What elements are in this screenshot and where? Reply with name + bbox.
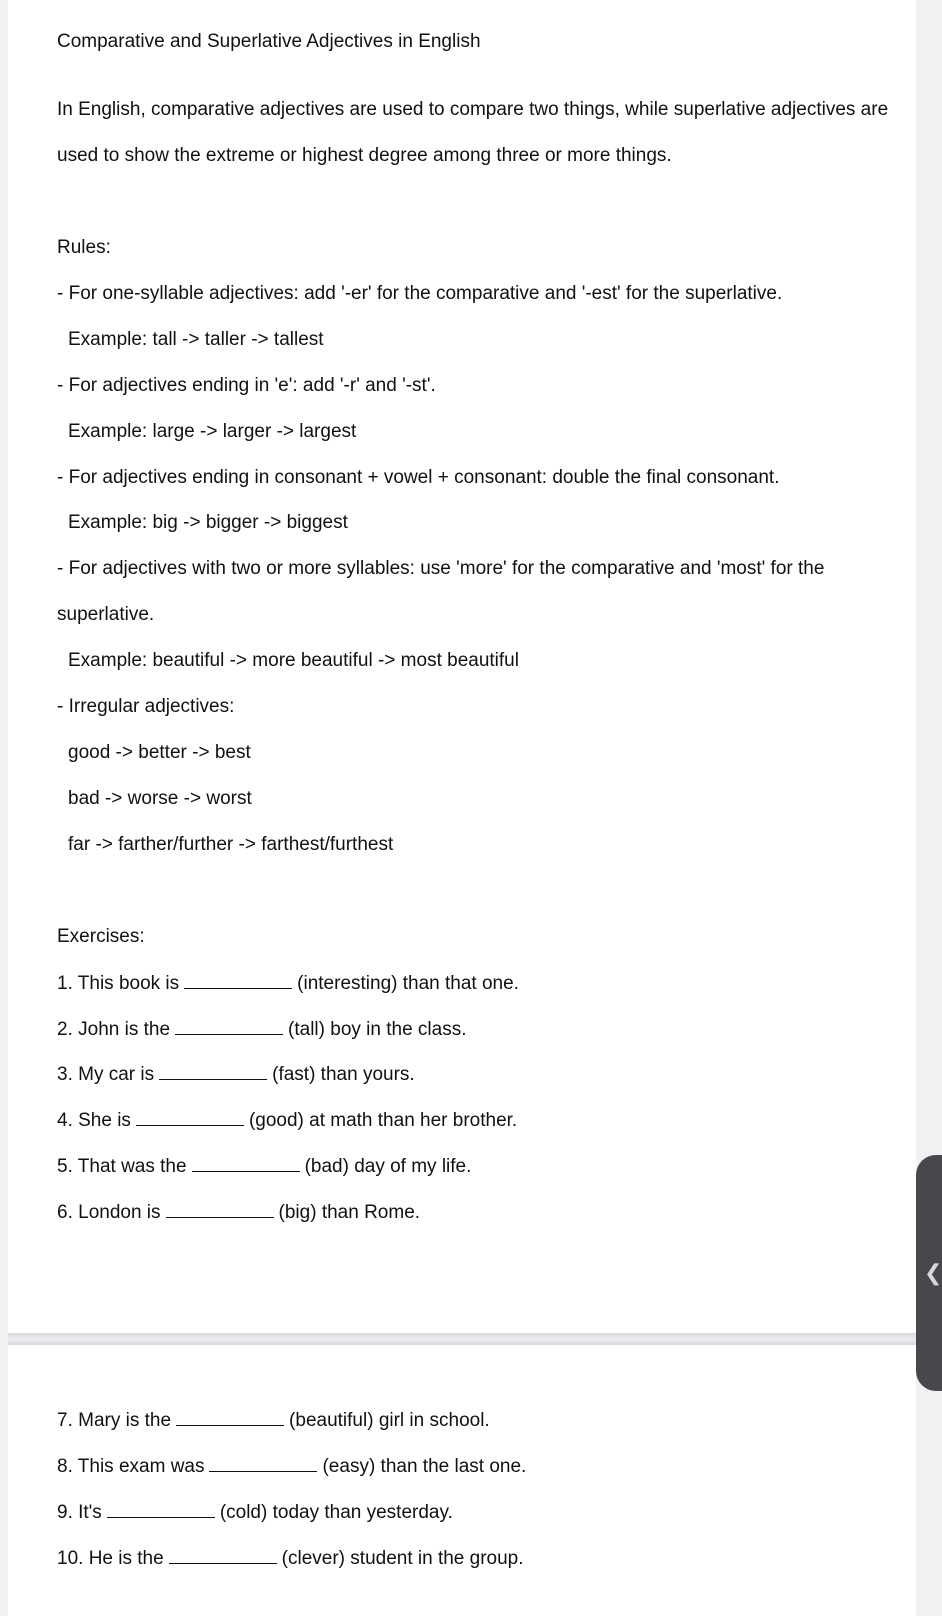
exercise-blank xyxy=(159,1063,267,1080)
exercise-text: (bad) day of my life. xyxy=(304,1156,472,1177)
exercise-item xyxy=(57,1201,420,1224)
exercise-item xyxy=(57,1455,526,1478)
rule-example: Example: tall -> taller -> tallest xyxy=(68,329,324,350)
exercise-blank xyxy=(166,1201,274,1218)
document-page-2 xyxy=(8,1345,916,1616)
document-title: Comparative and Superlative Adjectives in English xyxy=(57,31,481,52)
rules-heading: Rules: xyxy=(57,237,111,258)
exercise-blank xyxy=(184,972,292,989)
chevron-left-icon: ❮ xyxy=(924,1261,942,1286)
exercise-text: (tall) boy in the class. xyxy=(288,1019,467,1040)
exercise-blank xyxy=(107,1501,215,1518)
exercise-item xyxy=(57,1018,467,1041)
exercise-text: 3. My car is xyxy=(57,1064,155,1085)
exercise-text: (good) at math than her brother. xyxy=(248,1110,518,1131)
exercise-blank xyxy=(175,1018,283,1035)
exercise-text: 6. London is xyxy=(57,1202,161,1223)
rule-two-syllables-cont: superlative. xyxy=(57,604,155,625)
exercise-text: 10. He is the xyxy=(57,1548,164,1569)
exercise-item xyxy=(57,1109,517,1132)
rule-one-syllable: - For one-syllable adjectives: add '-er' for the comparative and '-est' for the superlative. xyxy=(57,283,783,304)
rule-example: Example: beautiful -> more beautiful -> most beautiful xyxy=(68,650,519,671)
exercise-text: 7. Mary is the xyxy=(57,1410,172,1431)
exercise-text: (interesting) than that one. xyxy=(297,973,519,994)
exercise-text: 1. This book is xyxy=(57,973,180,994)
exercise-text: (easy) than the last one. xyxy=(322,1456,527,1477)
irregular-far: far -> farther/further -> farthest/furthest xyxy=(68,834,394,855)
exercise-item xyxy=(57,972,519,995)
irregular-bad: bad -> worse -> worst xyxy=(68,788,252,809)
rule-irregular: - Irregular adjectives: xyxy=(57,696,235,717)
exercise-text: (big) than Rome. xyxy=(278,1202,421,1223)
exercises-heading: Exercises: xyxy=(57,926,145,947)
intro-line-1: In English, comparative adjectives are used to compare two things, while superlative adjectives are xyxy=(57,99,889,120)
rule-cvc: - For adjectives ending in consonant + vowel + consonant: double the final consonant. xyxy=(57,467,780,488)
rule-example: Example: big -> bigger -> biggest xyxy=(68,512,348,533)
intro-line-2: used to show the extreme or highest degree among three or more things. xyxy=(57,145,672,166)
irregular-good: good -> better -> best xyxy=(68,742,251,763)
page-separator xyxy=(8,1333,916,1345)
rule-two-syllables: - For adjectives with two or more syllables: use 'more' for the comparative and 'most' for the xyxy=(57,558,825,579)
exercise-text: 5. That was the xyxy=(57,1156,187,1177)
exercise-blank xyxy=(176,1409,284,1426)
rule-ending-e: - For adjectives ending in 'e': add '-r' and '-st'. xyxy=(57,375,436,396)
exercise-item xyxy=(57,1547,524,1570)
exercise-text: 2. John is the xyxy=(57,1019,171,1040)
exercise-item xyxy=(57,1155,471,1178)
exercise-text: 4. She is xyxy=(57,1110,131,1131)
exercise-text: (fast) than yours. xyxy=(272,1064,415,1085)
exercise-item xyxy=(57,1063,415,1086)
exercise-blank xyxy=(136,1109,244,1126)
exercise-blank xyxy=(169,1547,277,1564)
side-panel-handle[interactable] xyxy=(916,1155,942,1391)
exercise-text: 9. It's xyxy=(57,1502,102,1523)
exercise-text: (cold) today than yesterday. xyxy=(219,1502,453,1523)
rule-example: Example: large -> larger -> largest xyxy=(68,421,357,442)
exercise-blank xyxy=(192,1155,300,1172)
exercise-text: (clever) student in the group. xyxy=(281,1548,524,1569)
exercise-item xyxy=(57,1501,453,1524)
exercise-text: 8. This exam was xyxy=(57,1456,205,1477)
exercise-item xyxy=(57,1409,490,1432)
exercise-blank xyxy=(209,1455,317,1472)
exercise-text: (beautiful) girl in school. xyxy=(289,1410,490,1431)
